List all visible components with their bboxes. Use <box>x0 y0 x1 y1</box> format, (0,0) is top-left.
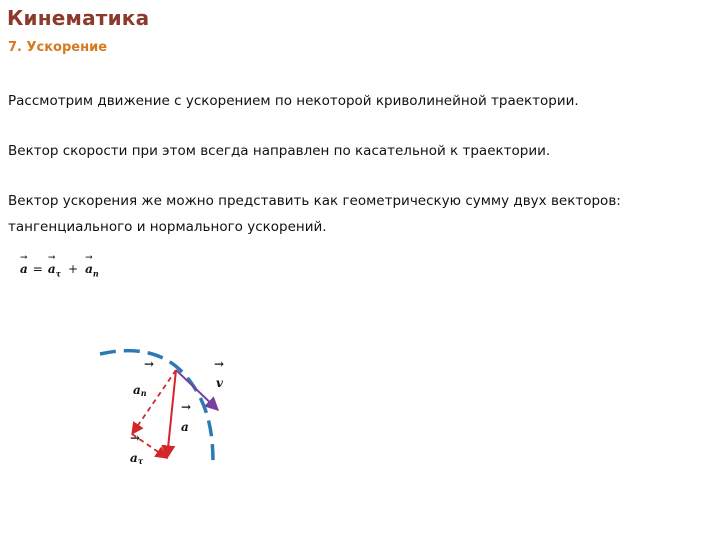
label-acceleration: a <box>181 420 189 434</box>
acceleration-vector <box>167 370 176 458</box>
label-velocity: v <box>216 376 223 390</box>
label-tangential-acceleration: aτ <box>130 451 144 466</box>
paragraph-acceleration-line-2: тангенциального и нормального ускорений. <box>8 219 327 235</box>
vector-arrow-icon: → <box>20 253 28 263</box>
formula-term1-sub: τ <box>55 268 62 279</box>
paragraph-acceleration-line-1: Вектор ускорения же можно представить как геометрическую сумму двух векторов: <box>8 193 621 209</box>
vector-arrow-icon: → <box>47 253 56 263</box>
vector-arrow-icon: → <box>214 357 225 371</box>
slide-title: Кинематика <box>7 6 150 30</box>
vector-arrow-icon: → <box>130 431 141 445</box>
trajectory-curve <box>100 351 213 462</box>
formula-term1: a <box>47 262 56 276</box>
slide-subtitle: 7. Ускорение <box>8 40 108 55</box>
paragraph-trajectory: Рассмотрим движение с ускорением по некоторой криволинейной траектории. <box>8 93 579 109</box>
formula-equals: = <box>32 262 43 276</box>
formula-plus: + <box>68 262 79 276</box>
vector-arrow-icon: → <box>144 357 155 371</box>
label-normal-acceleration: an <box>133 383 147 398</box>
formula-term2: a <box>85 262 93 276</box>
formula-term2-sub: n <box>92 268 99 279</box>
vector-arrow-icon: → <box>181 400 192 414</box>
normal-acceleration-vector <box>132 370 176 434</box>
vector-arrow-icon: → <box>85 253 93 263</box>
paragraph-velocity: Вектор скорости при этом всегда направлен по касательной к траектории. <box>8 143 551 159</box>
formula-lhs: a <box>20 262 28 276</box>
